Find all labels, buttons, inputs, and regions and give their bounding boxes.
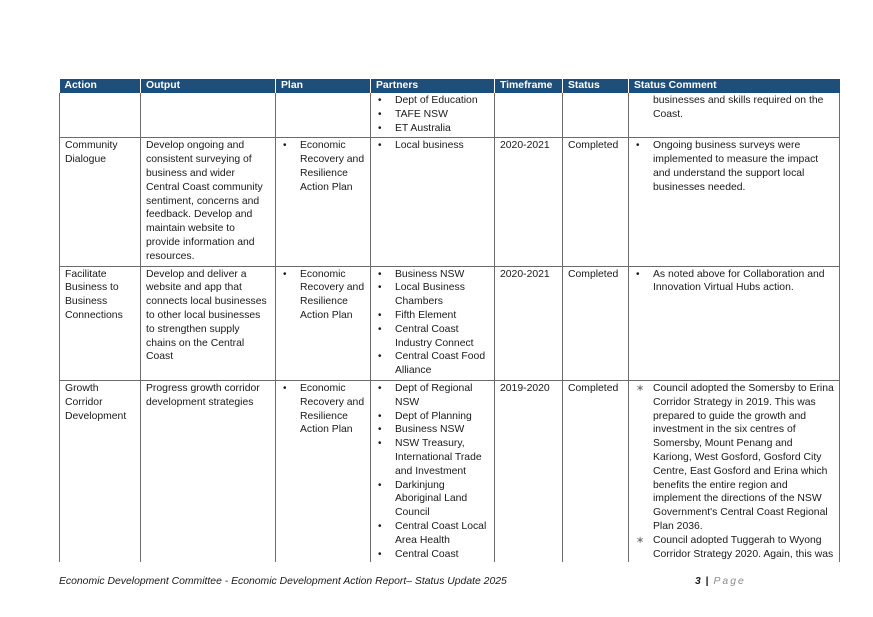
- partner-item: • NSW Treasury, International Trade and Investment: [376, 437, 489, 478]
- plan-cell: [276, 380, 371, 562]
- partner-item: • Business NSW: [376, 268, 489, 282]
- partner-item: • ET Australia: [376, 122, 489, 136]
- action-cell: Facilitate Business to Business Connections: [60, 266, 141, 380]
- action-cell: [60, 93, 141, 138]
- header-timeframe: Timeframe: [495, 79, 563, 93]
- plan-cell: [276, 93, 371, 138]
- status-comment-item: ∗ Council adopted Tuggerah to Wyong Corridor Strategy 2020. Again, this was: [634, 534, 834, 562]
- partner-item-list: [376, 94, 489, 135]
- status-cell: Completed: [563, 380, 629, 562]
- status-comment-cell: [629, 138, 840, 266]
- partner-item: • Business NSW: [376, 423, 489, 437]
- plan-cell: [276, 266, 371, 380]
- plan-item: • Economic Recovery and Resilience Action Plan: [281, 268, 365, 323]
- header-partners: Partners: [371, 79, 495, 93]
- table-row: [60, 138, 840, 266]
- status-comment-cell: [629, 266, 840, 380]
- output-cell: Progress growth corridor development strategies: [141, 380, 276, 562]
- partners-cell: [371, 266, 495, 380]
- header-output: Output: [141, 79, 276, 93]
- page-word: Page: [713, 576, 746, 587]
- partner-item-list: [376, 139, 489, 153]
- partner-item: • TAFE NSW: [376, 108, 489, 122]
- action-cell: Growth Corridor Development: [60, 380, 141, 562]
- partner-item: • Fifth Element: [376, 309, 489, 323]
- status-comment-item-list: [634, 139, 834, 194]
- partner-item: • Darkinjung Aboriginal Land Council: [376, 479, 489, 520]
- timeframe-cell: [495, 93, 563, 138]
- table-header-row: [60, 79, 840, 93]
- partner-item: • Local business: [376, 139, 489, 153]
- plan-item-list: [281, 268, 365, 323]
- partner-item: • Local Business Chambers: [376, 281, 489, 309]
- status-cell: [563, 93, 629, 138]
- page-indicator: [695, 576, 746, 587]
- partner-item: • Dept of Education: [376, 94, 489, 108]
- partner-item: • Central Coast: [376, 548, 489, 563]
- action-cell: Community Dialogue: [60, 138, 141, 266]
- plan-cell: [276, 138, 371, 266]
- plan-item-list: [281, 139, 365, 194]
- partner-item-list: [376, 268, 489, 378]
- header-action: Action: [60, 79, 141, 93]
- output-cell: Develop and deliver a website and app that connects local businesses to other local businesses to strengthen supply chains on the Central Coast: [141, 266, 276, 380]
- partners-cell: [371, 138, 495, 266]
- status-comment-item: • Ongoing business surveys were implemented to measure the impact and understand the support local businesses needed.: [634, 139, 834, 194]
- plan-item: • Economic Recovery and Resilience Action Plan: [281, 382, 365, 437]
- partner-item: • Central Coast Local Area Health: [376, 520, 489, 548]
- partner-item: • Central Coast Industry Connect: [376, 323, 489, 351]
- status-cell: Completed: [563, 138, 629, 266]
- page-footer: [59, 576, 839, 590]
- table-body: [60, 93, 840, 562]
- status-comment-item: ∗ Council adopted the Somersby to Erina Corridor Strategy in 2019. This was prepared to guide the growth and investment in the six centres of Somersby, Mount Penang and Kariong, West Gosford, Gosford City Centre, East Gosford and Erina which benefits the entire region and implement the directions of the NSW Government's Central Coast Regional Plan 2036.: [634, 382, 834, 534]
- timeframe-cell: 2020-2021: [495, 266, 563, 380]
- page-separator: |: [705, 576, 709, 587]
- plan-item: • Economic Recovery and Resilience Action Plan: [281, 139, 365, 194]
- header-status: Status: [563, 79, 629, 93]
- timeframe-cell: 2019-2020: [495, 380, 563, 562]
- table-row: [60, 93, 840, 138]
- footer-title: Economic Development Committee - Economic Development Action Report– Status Update 2025: [59, 576, 507, 587]
- page-number: 3: [695, 576, 701, 587]
- timeframe-cell: 2020-2021: [495, 138, 563, 266]
- action-report-table: [59, 79, 840, 562]
- status-comment-item-list: [634, 268, 834, 296]
- table-row: [60, 380, 840, 562]
- header-status-comment: Status Comment: [629, 79, 840, 93]
- partners-cell: [371, 93, 495, 138]
- status-comment-item: • As noted above for Collaboration and Innovation Virtual Hubs action.: [634, 268, 834, 296]
- plan-item-list: [281, 382, 365, 437]
- partner-item: • Dept of Planning: [376, 410, 489, 424]
- status-comment-item-list: [634, 382, 834, 562]
- output-cell: [141, 93, 276, 138]
- header-plan: Plan: [276, 79, 371, 93]
- table-row: [60, 266, 840, 380]
- status-comment-cell: [629, 93, 840, 138]
- partner-item: • Central Coast Food Alliance: [376, 350, 489, 378]
- partner-item-list: [376, 382, 489, 562]
- partner-item: • Dept of Regional NSW: [376, 382, 489, 410]
- status-cell: Completed: [563, 266, 629, 380]
- comment-continuation-text: businesses and skills required on the Coast.: [653, 95, 824, 120]
- status-comment-cell: [629, 380, 840, 562]
- output-cell: Develop ongoing and consistent surveying of business and wider Central Coast community sentiment, concerns and feedback. Develop and maintain website to provide information and resources.: [141, 138, 276, 266]
- partners-cell: [371, 380, 495, 562]
